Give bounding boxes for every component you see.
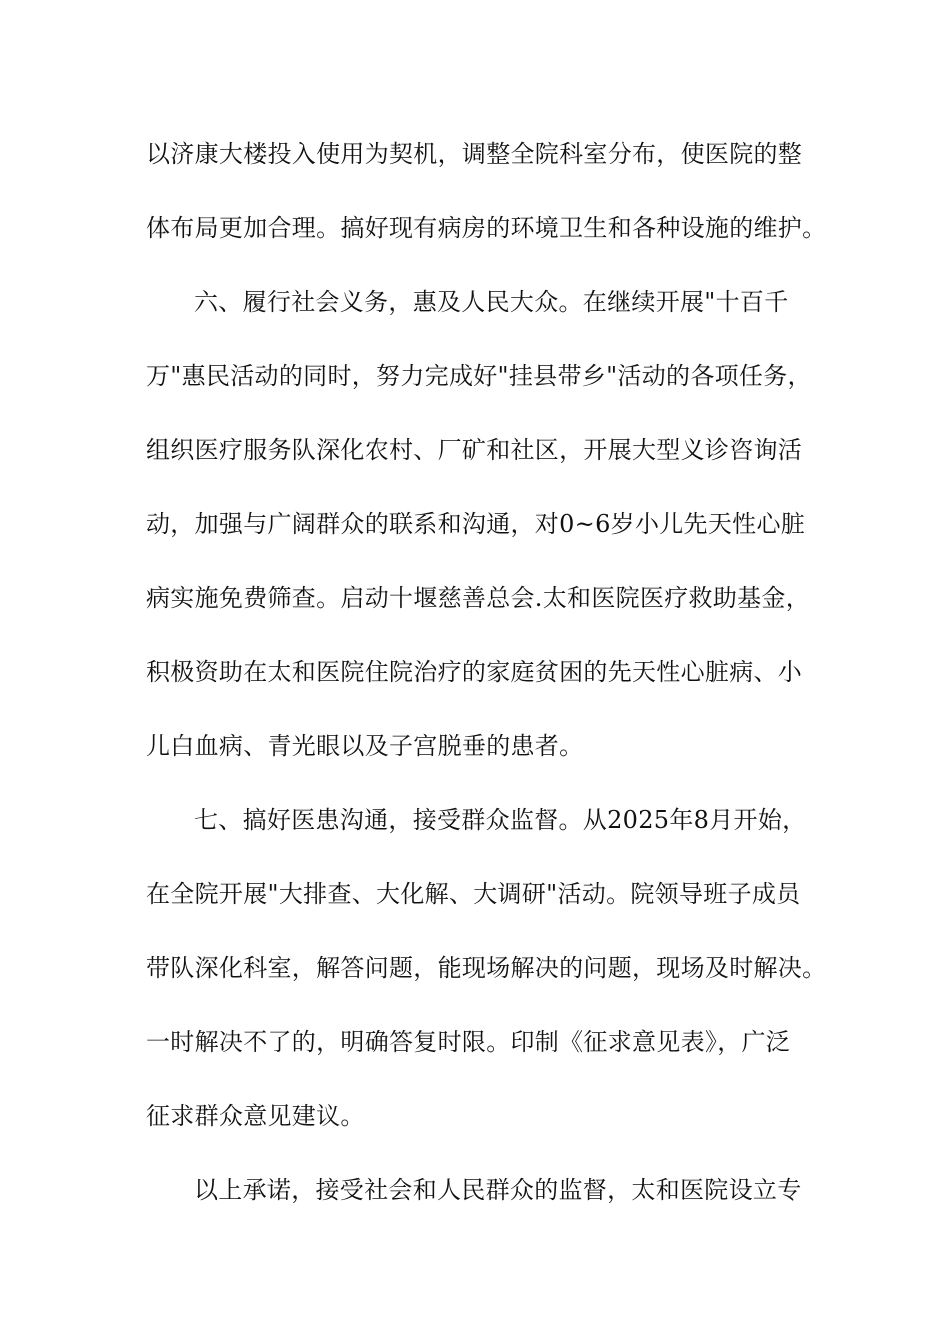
closing-paragraph-line: 以上承诺，接受社会和人民群众的监督，太和医院设立专: [194, 1176, 802, 1204]
paragraph-line: 带队深化科室，解答问题，能现场解决的问题，现场及时解决。: [146, 954, 827, 982]
paragraph-line: 积极资助在太和医院住院治疗的家庭贫困的先天性心脏病、小: [146, 658, 803, 686]
paragraph-line: 征求群众意见建议。: [146, 1102, 365, 1130]
section-six-heading-line: 六、履行社会义务，惠及人民大众。在继续开展"十百千: [194, 288, 789, 316]
paragraph-line: 在全院开展"大排查、大化解、大调研"活动。院领导班子成员: [146, 880, 801, 908]
paragraph-line: 动，加强与广阔群众的联系和沟通，对0~6岁小儿先天性心脏: [146, 510, 806, 538]
paragraph-line: 病实施免费筛查。启动十堰慈善总会.太和医院医疗救助基金，: [146, 584, 811, 612]
section-seven-heading-line: 七、搞好医患沟通，接受群众监督。从2025年8月开始，: [194, 806, 807, 834]
paragraph-line: 万"惠民活动的同时，努力完成好"挂县带乡"活动的各项任务，: [146, 362, 812, 390]
paragraph-line: 组织医疗服务队深化农村、厂矿和社区，开展大型义诊咨询活: [146, 436, 803, 464]
paragraph-line: 以济康大楼投入使用为契机，调整全院科室分布，使医院的整: [146, 140, 803, 168]
paragraph-line: 儿白血病、青光眼以及子宫脱垂的患者。: [146, 732, 584, 760]
paragraph-line: 一时解决不了的，明确答复时限。印制《征求意见表》，广泛: [146, 1028, 791, 1056]
paragraph-line: 体布局更加合理。搞好现有病房的环境卫生和各种设施的维护。: [146, 214, 827, 242]
